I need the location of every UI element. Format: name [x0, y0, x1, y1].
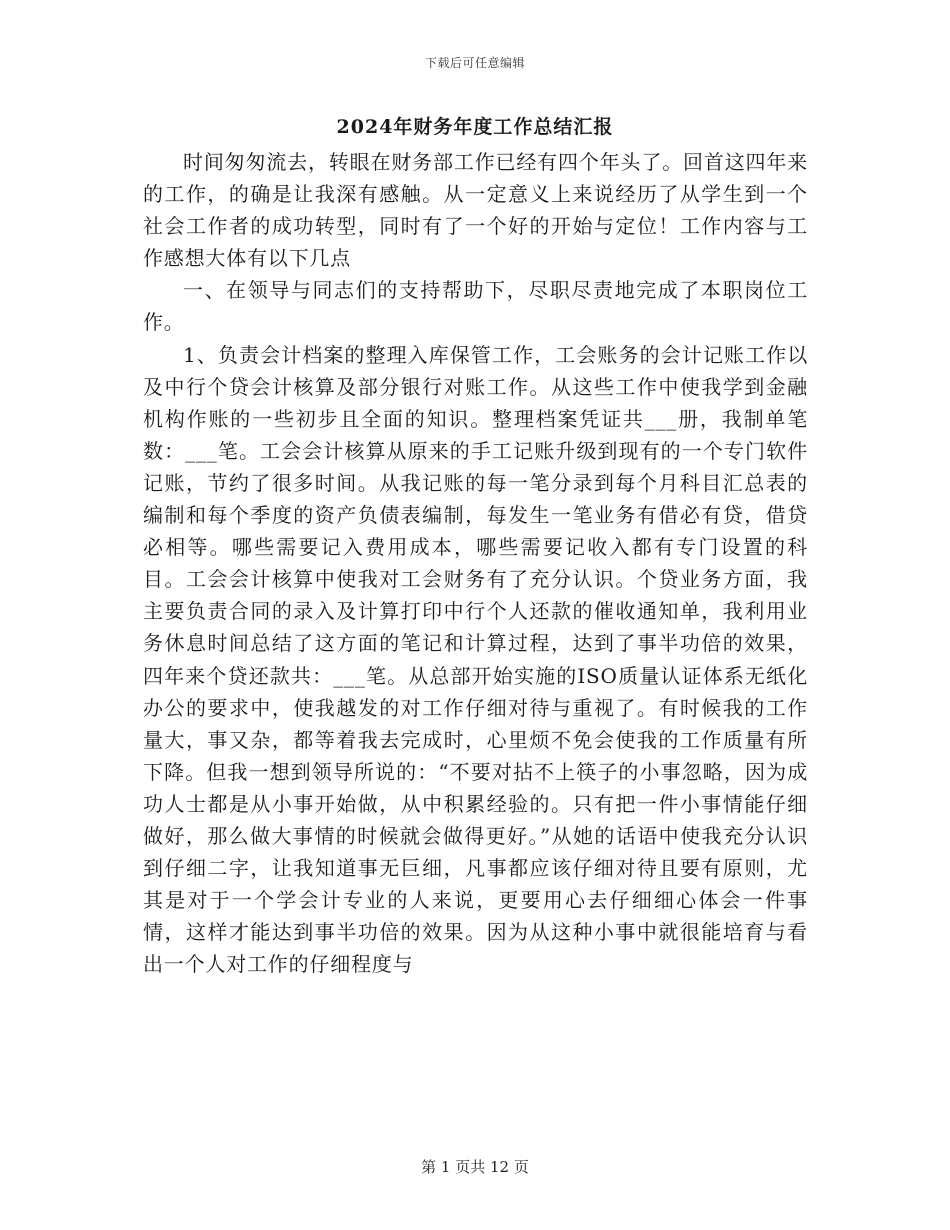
- page-number-footer: 第 1 页共 12 页: [421, 1158, 529, 1176]
- paragraph-item-one: 1、负责会计档案的整理入库保管工作，工会账务的会计记账工作以及中行个贷会计核算及部分银行对账工作。从这些工作中使我学到金融机构作账的一些初步且全面的知识。整理档案凭证共___册，我制单笔数：___笔。工会会计核算从原来的手工记账升级到现有的一个专门软件记账，节约了很多时间。从我记账的每一笔分录到每个月科目汇总表的编制和每个季度的资产负债表编制，每发生一笔业务有借必有贷，借贷必相等。哪些需要记入费用成本，哪些需要记收入都有专门设置的科目。工会会计核算中使我对工会财务有了充分认识。个贷业务方面，我主要负责合同的录入及计算打印中行个人还款的催收通知单，我利用业务休息时间总结了这方面的笔记和计算过程，达到了事半功倍的效果，四年来个贷还款共：___笔。从总部开始实施的ISO质量认证体系无纸化办公的要求中，使我越发的对工作仔细对待与重视了。有时候我的工作量大，事又杂，都等着我去完成时，心里烦不免会使我的工作质量有所下降。但我一想到领导所说的：“不要对拈不上筷子的小事忽略，因为成功人士都是从小事开始做，从中积累经验的。只有把一件小事情能仔细做好，那么做大事情的时候就会做得更好。”从她的话语中使我充分认识到仔细二字，让我知道事无巨细，凡事都应该仔细对待且要有原则，尤其是对于一个学会计专业的人来说，更要用心去仔细细心体会一件事情，这样才能达到事半功倍的效果。因为从这种小事中就很能培育与看出一个人对工作的仔细程度与: [143, 342, 808, 977]
- page-header-note: 下载后可任意编辑: [424, 56, 525, 70]
- document-body: [143, 146, 808, 980]
- paragraph-section-one: 一、在领导与同志们的支持帮助下，尽职尽责地完成了本职岗位工作。: [143, 278, 808, 335]
- paragraph-intro: 时间匆匆流去，转眼在财务部工作已经有四个年头了。回首这四年来的工作，的确是让我深有感触。从一定意义上来说经历了从学生到一个社会工作者的成功转型，同时有了一个好的开始与定位！工作内容与工作感想大体有以下几点: [143, 150, 808, 271]
- document-title: 2024年财务年度工作总结汇报: [336, 116, 614, 138]
